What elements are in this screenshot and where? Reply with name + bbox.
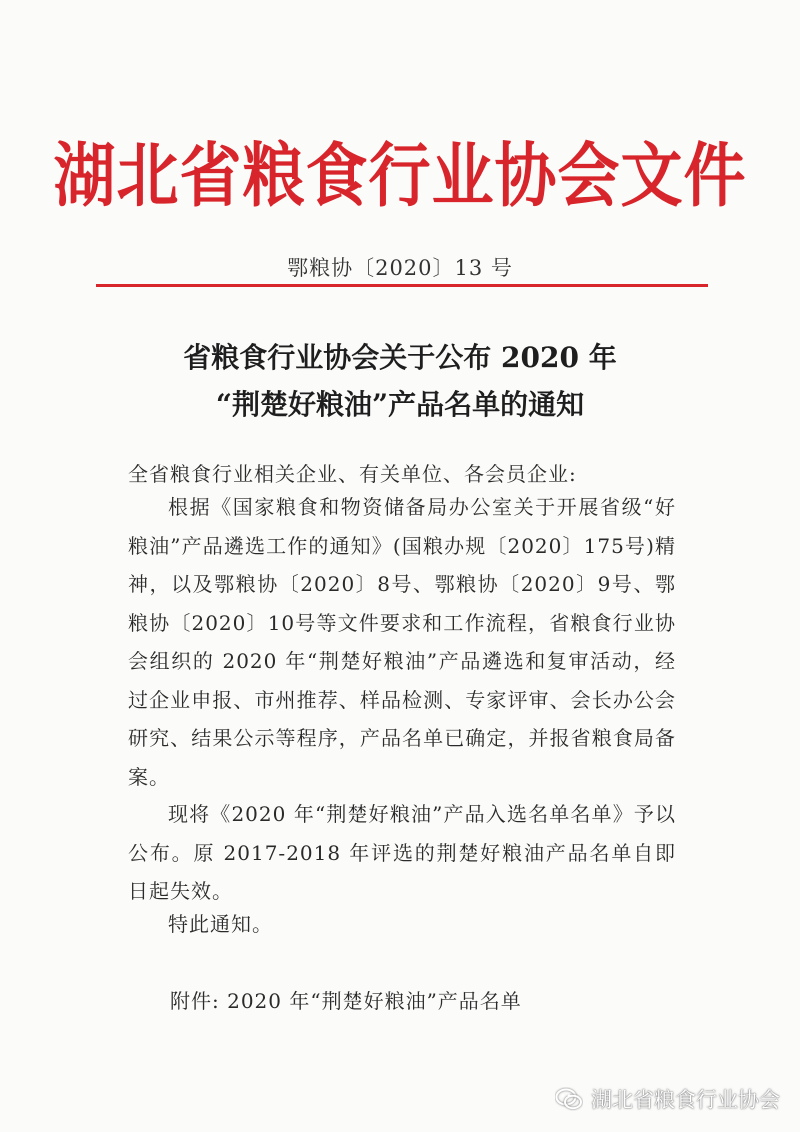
attachment-line: 附件: 2020 年“荆楚好粮油”产品名单 (170, 989, 522, 1013)
notice-title-line-1: 省粮食行业协会关于公布 2020 年 (183, 341, 617, 374)
red-divider-line (96, 284, 708, 287)
watermark-text: 湖北省粮食行业协会 (591, 1088, 780, 1112)
document-number: 鄂粮协〔2020〕13 号 (287, 256, 513, 280)
body-paragraph-2: 现将《2020 年“荆楚好粮油”产品入选名单名单》予以公布。原 2017-2018 年评选的荆楚好粮油产品名单自即日起失效。 (128, 802, 676, 903)
wechat-watermark (555, 1084, 780, 1114)
notice-title-line-2: “荆楚好粮油”产品名单的通知 (215, 388, 585, 421)
body-paragraph-1: 根据《国家粮食和物资储备局办公室关于开展省级“好粮油”产品遴选工作的通知》(国粮办规〔2020〕175号)精神，以及鄂粮协〔2020〕8号、鄂粮协〔2020〕9号、鄂粮协〔2020〕10号等文件要求和工作流程，省粮食行业协会组织的 2020 年“荆楚好粮油”产品遴选和复审活动，经过企业申报、市州推荐、样品检测、专家评审、会长办公会研究、结果公示等程序，产品名单已确定，并报省粮食局备案。 (128, 495, 676, 789)
document-header-title: 湖北省粮食行业协会文件 (53, 134, 747, 217)
wechat-icon (555, 1087, 583, 1111)
body-paragraph-3: 特此通知。 (168, 912, 273, 936)
addressee-line: 全省粮食行业相关企业、有关单位、各会员企业: (128, 462, 577, 486)
